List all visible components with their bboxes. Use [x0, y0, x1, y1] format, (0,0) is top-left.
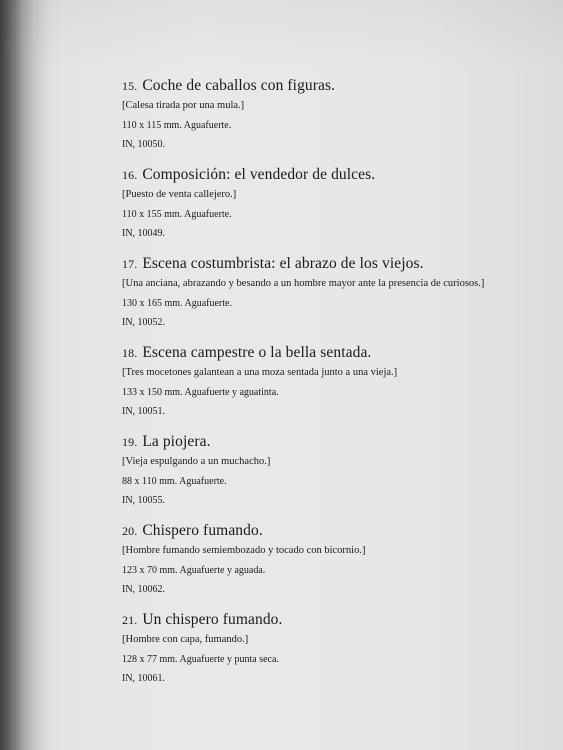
entry-title: Composición: el vendedor de dulces. — [142, 166, 376, 183]
entry-technique: 110 x 155 mm. Aguafuerte. — [122, 209, 232, 220]
entry-number: 15. — [122, 79, 138, 93]
entry-inventory: IN, 10052. — [122, 317, 166, 328]
entry-description: [Puesto de venta callejero.] — [122, 189, 237, 200]
entry-inventory: IN, 10050. — [122, 139, 166, 150]
catalog-entry-17 — [122, 254, 502, 329]
entry-description: [Una anciana, abrazando y besando a un hombre mayor ante la presencia de curiosos.] — [122, 278, 485, 289]
entry-description: [Tres mocetones galantean a una moza sentada junto a una vieja.] — [122, 367, 398, 378]
entry-description: [Calesa tirada por una mula.] — [122, 100, 245, 111]
page-gutter-shadow — [0, 0, 48, 750]
catalog-entry-20 — [122, 521, 502, 596]
entry-number: 18. — [122, 346, 138, 360]
entry-heading — [122, 343, 502, 363]
catalog-list — [122, 76, 502, 699]
entry-number: 17. — [122, 257, 138, 271]
entry-inventory: IN, 10061. — [122, 673, 166, 684]
entry-inventory: IN, 10062. — [122, 584, 166, 595]
entry-technique: 88 x 110 mm. Aguafuerte. — [122, 476, 227, 487]
entry-heading — [122, 254, 502, 274]
page-top-shade — [0, 0, 563, 70]
catalog-entry-16 — [122, 165, 502, 240]
entry-inventory: IN, 10049. — [122, 228, 166, 239]
entry-inventory: IN, 10051. — [122, 406, 166, 417]
entry-heading — [122, 610, 502, 630]
entry-technique: 123 x 70 mm. Aguafuerte y aguada. — [122, 565, 266, 576]
entry-title: Escena costumbrista: el abrazo de los viejos. — [142, 255, 424, 272]
entry-title: Chispero fumando. — [142, 522, 263, 539]
entry-description: [Hombre fumando semiembozado y tocado con bicornio.] — [122, 545, 366, 556]
entry-description: [Hombre con capa, fumando.] — [122, 634, 249, 645]
catalog-entry-21 — [122, 610, 502, 685]
entry-heading — [122, 76, 502, 96]
entry-number: 19. — [122, 435, 138, 449]
catalog-entry-15 — [122, 76, 502, 151]
entry-technique: 110 x 115 mm. Aguafuerte. — [122, 120, 232, 131]
entry-title: Un chispero fumando. — [142, 611, 283, 628]
catalog-entry-19 — [122, 432, 502, 507]
entry-technique: 128 x 77 mm. Aguafuerte y punta seca. — [122, 654, 279, 665]
entry-heading — [122, 521, 502, 541]
entry-description: [Vieja espulgando a un muchacho.] — [122, 456, 271, 467]
entry-number: 16. — [122, 168, 138, 182]
catalog-entry-18 — [122, 343, 502, 418]
entry-technique: 130 x 165 mm. Aguafuerte. — [122, 298, 232, 309]
entry-inventory: IN, 10055. — [122, 495, 166, 506]
entry-heading — [122, 432, 502, 452]
entry-title: Coche de caballos con figuras. — [142, 77, 336, 94]
entry-heading — [122, 165, 502, 185]
entry-number: 20. — [122, 524, 138, 538]
entry-number: 21. — [122, 613, 138, 627]
entry-title: La piojera. — [142, 433, 211, 450]
entry-technique: 133 x 150 mm. Aguafuerte y aguatinta. — [122, 387, 279, 398]
entry-title: Escena campestre o la bella sentada. — [142, 344, 372, 361]
